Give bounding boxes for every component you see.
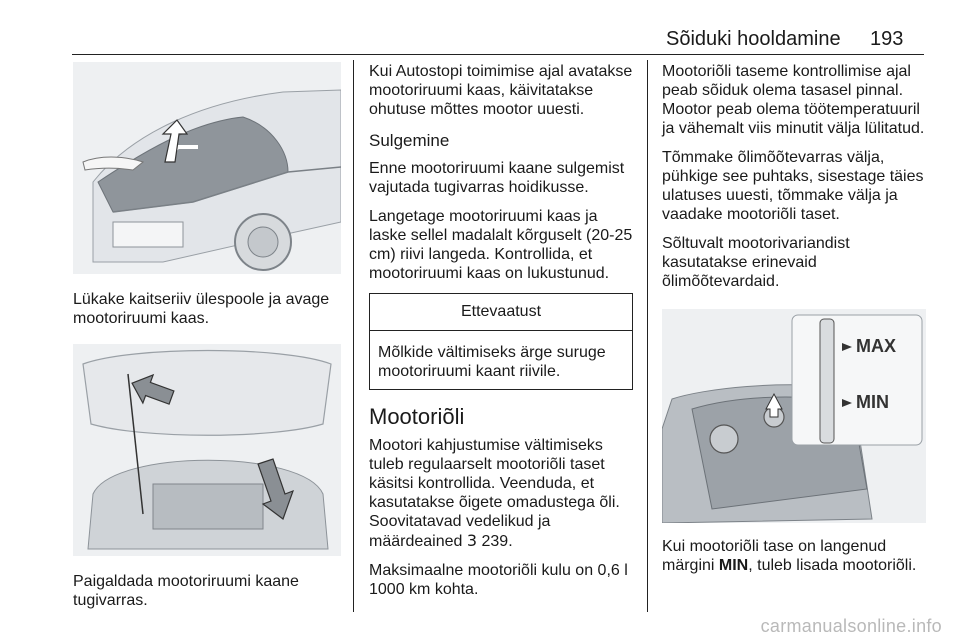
oil-check-paragraph-4	[662, 537, 926, 575]
min-text-post: , tuleb lisada mootoriõli.	[748, 557, 917, 574]
column-divider	[647, 60, 648, 612]
closing-paragraph-1: Enne mootoriruumi kaane sulgemist vajutada tugivarras hoidikusse.	[369, 160, 625, 196]
header-title: Sõiduki hooldamine	[666, 28, 841, 50]
page-number: 193	[870, 28, 904, 50]
column-divider	[353, 60, 354, 612]
oil-check-paragraph-1: Mootoriõli taseme kontrollimise ajal peab sõiduk olema tasasel pinnal. Mootor peab olema töötemperatuuril ja vähemalt viis minutit välja lülitatud.	[662, 63, 925, 137]
min-text-bold: MIN	[718, 557, 749, 574]
caution-box	[369, 293, 633, 390]
caution-body: Mõlkide vältimiseks ärge suruge mootoriruumi kaant riivile.	[378, 344, 606, 380]
closing-paragraph-2: Langetage mootoriruumi kaas ja laske sellel madalalt kõrguselt (20-25 cm) riivi langeda. Kontrollida, et mootoriruumi kaas on lukustunud.	[369, 208, 633, 282]
column-2	[369, 62, 633, 609]
engine-oil-paragraph-1	[369, 436, 633, 551]
header-rule	[72, 54, 924, 55]
engine-oil-text: Mootori kahjustumise vältimiseks tuleb regulaarselt mootoriõli taset käsitsi kontrollida. Veenduda, et kasutatakse õigete omadustega õli. Soovitatavad vedelikud ja määrdeained	[369, 437, 620, 550]
caption-support-rod: Paigaldada mootoriruumi kaane tugivarras.	[73, 573, 299, 609]
watermark: carmanualsonline.info	[760, 616, 942, 636]
autostop-paragraph: Kui Autostopi toimimise ajal avatakse mootoriruumi kaas, käivitatakse ohutuse mõttes mootor uuesti.	[369, 63, 633, 118]
caption-open-hood: Lükake kaitseriiv ülespoole ja avage mootoriruumi kaas.	[73, 291, 330, 327]
heading-engine-oil: Mootoriõli	[369, 404, 465, 429]
hood-latch-illustration	[73, 62, 341, 274]
column-3	[662, 62, 926, 585]
dipstick-min-label: MIN	[856, 392, 889, 412]
hood-support-rod-illustration	[73, 344, 341, 556]
column-1	[73, 62, 341, 620]
oil-check-paragraph-2: Tõmmake õlimõõtevarras välja, pühkige see puhtaks, sisestage täies ulatuses uuesti, tõmmake välja ja vaadake mootoriõli taset.	[662, 149, 924, 223]
engine-dipstick-illustration	[662, 309, 926, 523]
page-reference-link[interactable]: 239.	[481, 533, 513, 550]
engine-oil-paragraph-2: Maksimaalne mootoriõli kulu on 0,6 l 1000 km kohta.	[369, 562, 628, 598]
page-reference-icon: 3	[466, 531, 478, 550]
dipstick-max-label: MAX	[856, 336, 896, 356]
min-text-pre: Kui mootoriõli tase on langenud märgini	[662, 538, 887, 574]
oil-check-paragraph-3: Sõltuvalt mootorivariandist kasutatakse erinevaid õlimõõtevardaid.	[662, 235, 850, 290]
caution-title: Ettevaatust	[370, 294, 632, 331]
heading-closing: Sulgemine	[369, 131, 450, 150]
